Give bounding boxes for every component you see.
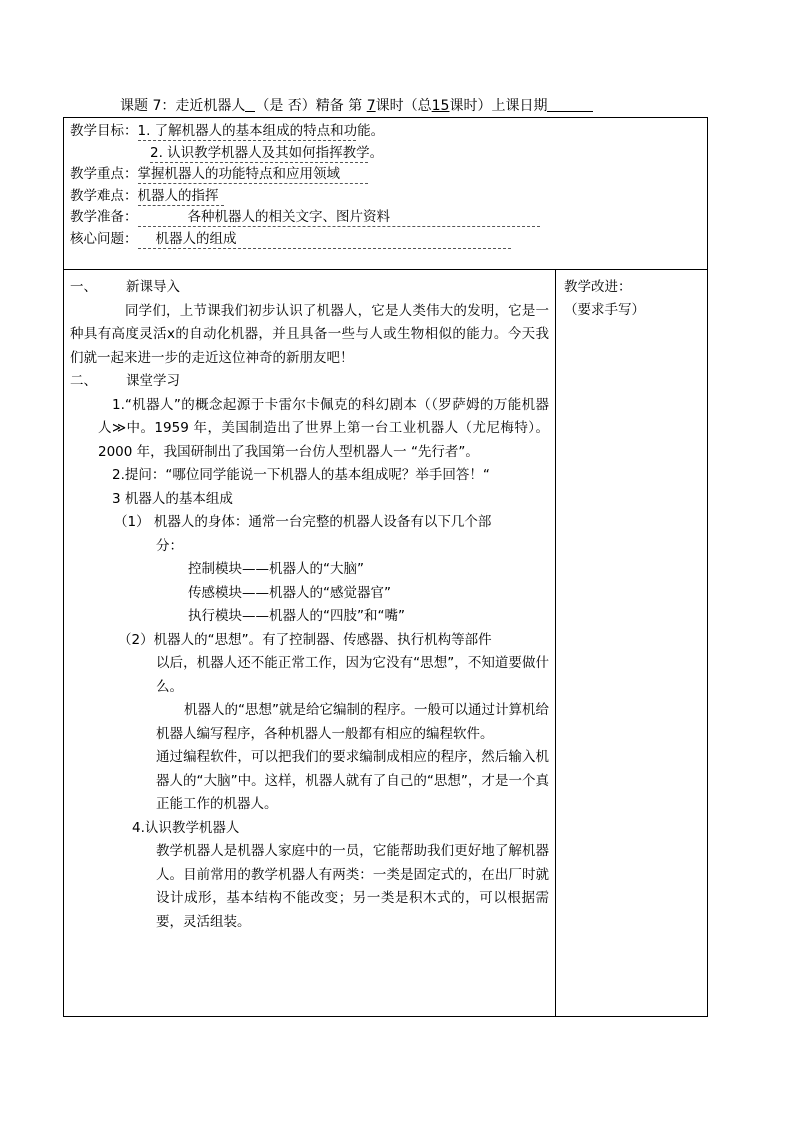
header-yes-no: （是 否）精备 第 — [255, 98, 363, 114]
core-label: 核心问题： — [70, 230, 138, 247]
section-1-number: 一、 — [70, 279, 97, 295]
key-label: 教学重点： — [70, 166, 138, 182]
objective-1: 1. 了解机器人的基本组成的特点和功能。 — [137, 123, 385, 139]
objective-2: 2. 认识教学机器人及其如何指挥教学。 — [150, 144, 384, 161]
objective-row — [70, 121, 701, 143]
content-cell — [64, 270, 556, 1017]
section-2-title: 课堂学习 — [126, 373, 180, 389]
header-line — [120, 96, 593, 116]
item-2: 2.提问：“哪位同学能说一下机器人的基本组成呢？举手回答！“ — [112, 467, 490, 483]
header-lesson-mid: 课时（总 — [375, 98, 432, 114]
sub-1-head: （1） 机器人的身体：通常一台完整的机器人设备有以下几个部 — [114, 514, 492, 530]
key-row — [70, 164, 701, 186]
lesson-table — [63, 117, 708, 1017]
key-value: 掌握机器人的功能特点和应用领域 — [138, 166, 368, 184]
sub-1-tail: 分： — [156, 537, 183, 554]
difficulty-row — [70, 186, 701, 208]
sub-2-tail: 以后，机器人还不能正常工作，因为它没有“思想”，不知道要做什么。 — [156, 655, 549, 695]
header-suffix: 课时）上课日期 — [449, 98, 548, 114]
software-paragraph: 通过编程软件，可以把我们的要求编制成相应的程序，然后输入机器人的“大脑”中。这样，机器人就有了自己的“思想”，才是一个真正能工作的机器人。 — [156, 749, 549, 812]
module-control: 控制模块——机器人的“大脑” — [188, 561, 364, 577]
header-blank-1 — [245, 97, 255, 112]
prep-row — [70, 207, 701, 229]
section-2-number: 二、 — [70, 373, 97, 389]
sub-2-head: （2）机器人的“思想”。有了控制器、传感器、执行机构等部件 — [118, 631, 492, 648]
item-4: 4.认识教学机器人 — [132, 819, 240, 836]
header-total: 15 — [431, 98, 450, 114]
section-1-heading — [70, 276, 549, 300]
program-paragraph: 机器人的“思想”就是给它编制的程序。一般可以通过计算机给机器人编写程序，各种机器人一般都有相应的编程软件。 — [156, 702, 549, 742]
prep-label: 教学准备： — [70, 209, 138, 225]
objective-row-2 — [70, 143, 701, 165]
core-value: 机器人的组成 — [138, 231, 511, 249]
difficulty-label: 教学难点： — [70, 187, 138, 204]
prep-value: 各种机器人的相关文字、图片资料 — [138, 209, 540, 227]
objective-label: 教学目标： — [70, 123, 138, 139]
item-4-paragraph: 教学机器人是机器人家庭中的一员，它能帮助我们更好地了解机器人。目前常用的教学机器人有两类：一类是固定式的，在出厂时就设计成形，基本结构不能改变；另一类是积木式的，可以根据需要，灵活组装。 — [156, 843, 549, 930]
info-cell — [64, 118, 708, 270]
item-1: 1.“机器人”的概念起源于卡雷尔卡佩克的科幻剧本（（罗萨姆的万能机器人≫中。1959 年，美国制造出了世界上第一台工业机器人（尤尼梅特）。2000 年，我国研制出了我国第一台仿人型机器人一 “先行者”。 — [98, 396, 549, 460]
core-row — [70, 229, 701, 251]
section-2-heading — [70, 370, 549, 394]
module-sensor: 传感模块——机器人的“感觉器官” — [188, 584, 391, 601]
header-prefix: 课题 7：走近机器人 — [120, 98, 246, 114]
header-date-blank — [547, 97, 593, 112]
difficulty-value: 机器人的指挥 — [138, 188, 224, 206]
section-1-title: 新课导入 — [126, 279, 180, 295]
improvement-title: 教学改进： — [564, 279, 632, 295]
improvement-cell — [556, 270, 708, 1017]
header-lesson-no: 7 — [366, 98, 376, 114]
section-1-paragraph: 同学们，上节课我们初步认识了机器人，它是人类伟大的发明，它是一种具有高度灵活ⅹ的自动化机器，并且具备一些与人或生物相似的能力。今天我们就一起来进一步的走近这位神奇的新朋友吧！ — [70, 302, 549, 366]
improvement-note: （要求手写） — [564, 302, 645, 318]
module-actuator: 执行模块——机器人的“四肢”和“嘴” — [188, 608, 405, 624]
item-3: 3 机器人的基本组成 — [112, 490, 233, 507]
